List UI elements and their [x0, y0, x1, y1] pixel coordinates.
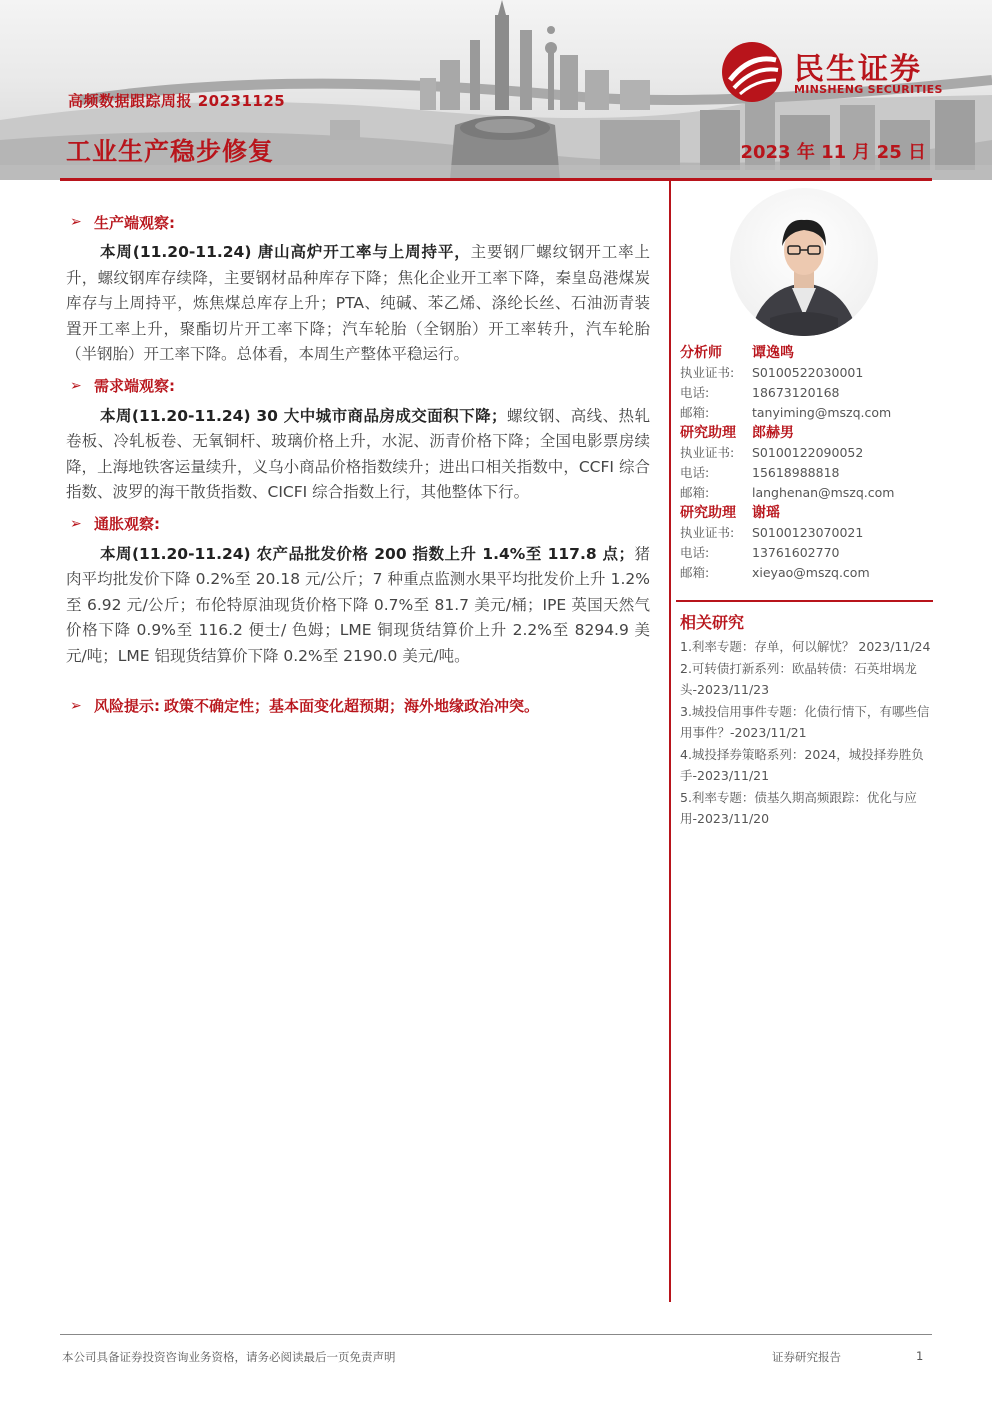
section-lead: 本周(11.20-11.24) 农产品批发价格 200 指数上升 1.4%至 117.8 点； [100, 544, 635, 563]
bullet-arrow-icon: ➢ [70, 697, 82, 714]
report-type: 高频数据跟踪周报 20231125 [68, 92, 286, 110]
analyst-card [680, 502, 930, 582]
page-number: 1 [916, 1349, 924, 1363]
header-divider [60, 178, 932, 181]
footer-doc-type: 证券研究报告 [772, 1350, 841, 1364]
email-label: 邮箱: [680, 485, 710, 500]
section-demand [66, 374, 650, 506]
section-lead: 本周(11.20-11.24) 唐山高炉开工率与上周持平， [100, 243, 471, 261]
bullet-arrow-icon: ➢ [70, 515, 82, 532]
section-body: 猪肉平均批发价下降 0.2%至 20.18 元/公斤；7 种重点监测水果平均批发价上升 1.2%至 6.92 元/公斤；布伦特原油现货价格下降 0.7%至 81.7 美元/桶；IPE 英国天然气价格下降 0.9%至 116.2 便士/ 色姆；LME 铜现货结算价上升 2.2%至 8294.9 美元/吨；LME 铝现货结算价下降 0.2%至 2190.0 美元/吨。 [66, 544, 650, 665]
phone-number: 15618988818 [752, 464, 840, 480]
phone-number: 18673120168 [752, 384, 840, 400]
footer-divider [60, 1334, 932, 1335]
analyst-card [680, 342, 930, 422]
email-link[interactable]: xieyao@mszq.com [752, 564, 870, 580]
related-research-title: 相关研究 [680, 613, 745, 632]
analyst-role: 分析师 [680, 345, 722, 361]
risk-title: 风险提示: [94, 697, 160, 715]
section-paragraph [66, 542, 650, 670]
cert-label: 执业证书: [680, 365, 735, 380]
related-research-link[interactable]: 2.可转债打新系列：欧晶转债：石英坩埚龙头-2023/11/23 [680, 660, 917, 697]
section-body: 主要钢厂螺纹钢开工率上升，螺纹钢库存续降，主要钢材品种库存下降；焦化企业开工率下降，秦皇岛港煤炭库存与上周持平，炼焦煤总库存上升；PTA、纯碱、苯乙烯、涤纶长丝、石油沥青装置开工率上升，聚酯切片开工率下降；汽车轮胎（全钢胎）开工率转升，汽车轮胎（半钢胎）开工率下降。总体看，本周生产整体平稳运行。 [66, 243, 650, 363]
email-link[interactable]: tanyiming@mszq.com [752, 404, 892, 420]
analyst-portrait-image [730, 188, 878, 336]
risk-warning [66, 695, 650, 716]
phone-label: 电话: [680, 465, 710, 480]
email-label: 邮箱: [680, 565, 710, 580]
section-body: 螺纹钢、高线、热轧卷板、冷轧板卷、无氧铜杆、玻璃价格上升，水泥、沥青价格下降；全国电影票房续降，上海地铁客运量续升，义乌小商品价格指数续升；进出口相关指数中，CCFI 综合指数、波罗的海干散货指数、CICFI 综合指数上行，其他整体下行。 [66, 406, 650, 501]
analyst-card [680, 422, 930, 502]
logo-chinese-name: 民生证券 [794, 52, 922, 87]
logo-mark-icon [720, 40, 784, 104]
analyst-name: 谭逸鸣 [752, 345, 794, 361]
related-research-link[interactable]: 3.城投信用事件专题：化债行情下，有哪些信用事件？-2023/11/21 [680, 703, 930, 740]
cert-number: S0100522030001 [752, 364, 864, 380]
analyst-photo [730, 188, 878, 336]
related-divider [676, 600, 933, 602]
company-logo [720, 40, 970, 104]
phone-number: 13761602770 [752, 544, 840, 560]
related-research-link[interactable]: 4.城投择券策略系列：2024，城投择券胜负手-2023/11/21 [680, 746, 924, 783]
bullet-arrow-icon: ➢ [70, 377, 82, 394]
report-date: 2023 年 11 月 25 日 [740, 142, 926, 163]
cert-label: 执业证书: [680, 445, 735, 460]
column-divider [669, 180, 671, 1302]
cert-number: S0100122090052 [752, 444, 864, 460]
report-title: 工业生产稳步修复 [66, 137, 275, 166]
footer-disclaimer: 本公司具备证券投资咨询业务资格，请务必阅读最后一页免责声明 [62, 1350, 396, 1364]
email-link[interactable]: langhenan@mszq.com [752, 484, 895, 500]
analyst-role: 研究助理 [680, 505, 736, 521]
section-title: 生产端观察: [94, 213, 175, 232]
cert-number: S0100123070021 [752, 524, 864, 540]
section-paragraph [66, 404, 650, 506]
cert-label: 执业证书: [680, 525, 735, 540]
summary-content [66, 210, 650, 716]
section-title: 通胀观察: [94, 515, 160, 533]
analyst-list [680, 342, 930, 582]
section-lead: 本周(11.20-11.24) 30 大中城市商品房成交面积下降； [100, 406, 507, 425]
section-paragraph [66, 240, 650, 368]
related-research-link[interactable]: 1.利率专题：存单，何以解忧？ 2023/11/24 [680, 639, 931, 654]
logo-english-name: MINSHENG SECURITIES [794, 83, 943, 96]
analyst-role: 研究助理 [680, 425, 736, 441]
analyst-name: 谢瑶 [752, 505, 780, 521]
related-research-link[interactable]: 5.利率专题：债基久期高频跟踪：优化与应用-2023/11/20 [680, 789, 917, 826]
bullet-arrow-icon: ➢ [70, 214, 82, 230]
risk-text: 政策不确定性；基本面变化超预期；海外地缘政治冲突。 [164, 697, 540, 715]
section-title: 需求端观察: [94, 377, 175, 395]
related-research-list [680, 636, 932, 830]
phone-label: 电话: [680, 385, 710, 400]
analyst-name: 郎赫男 [752, 425, 794, 441]
section-inflation [66, 512, 650, 670]
section-production [66, 210, 650, 368]
phone-label: 电话: [680, 545, 710, 560]
email-label: 邮箱: [680, 405, 710, 420]
